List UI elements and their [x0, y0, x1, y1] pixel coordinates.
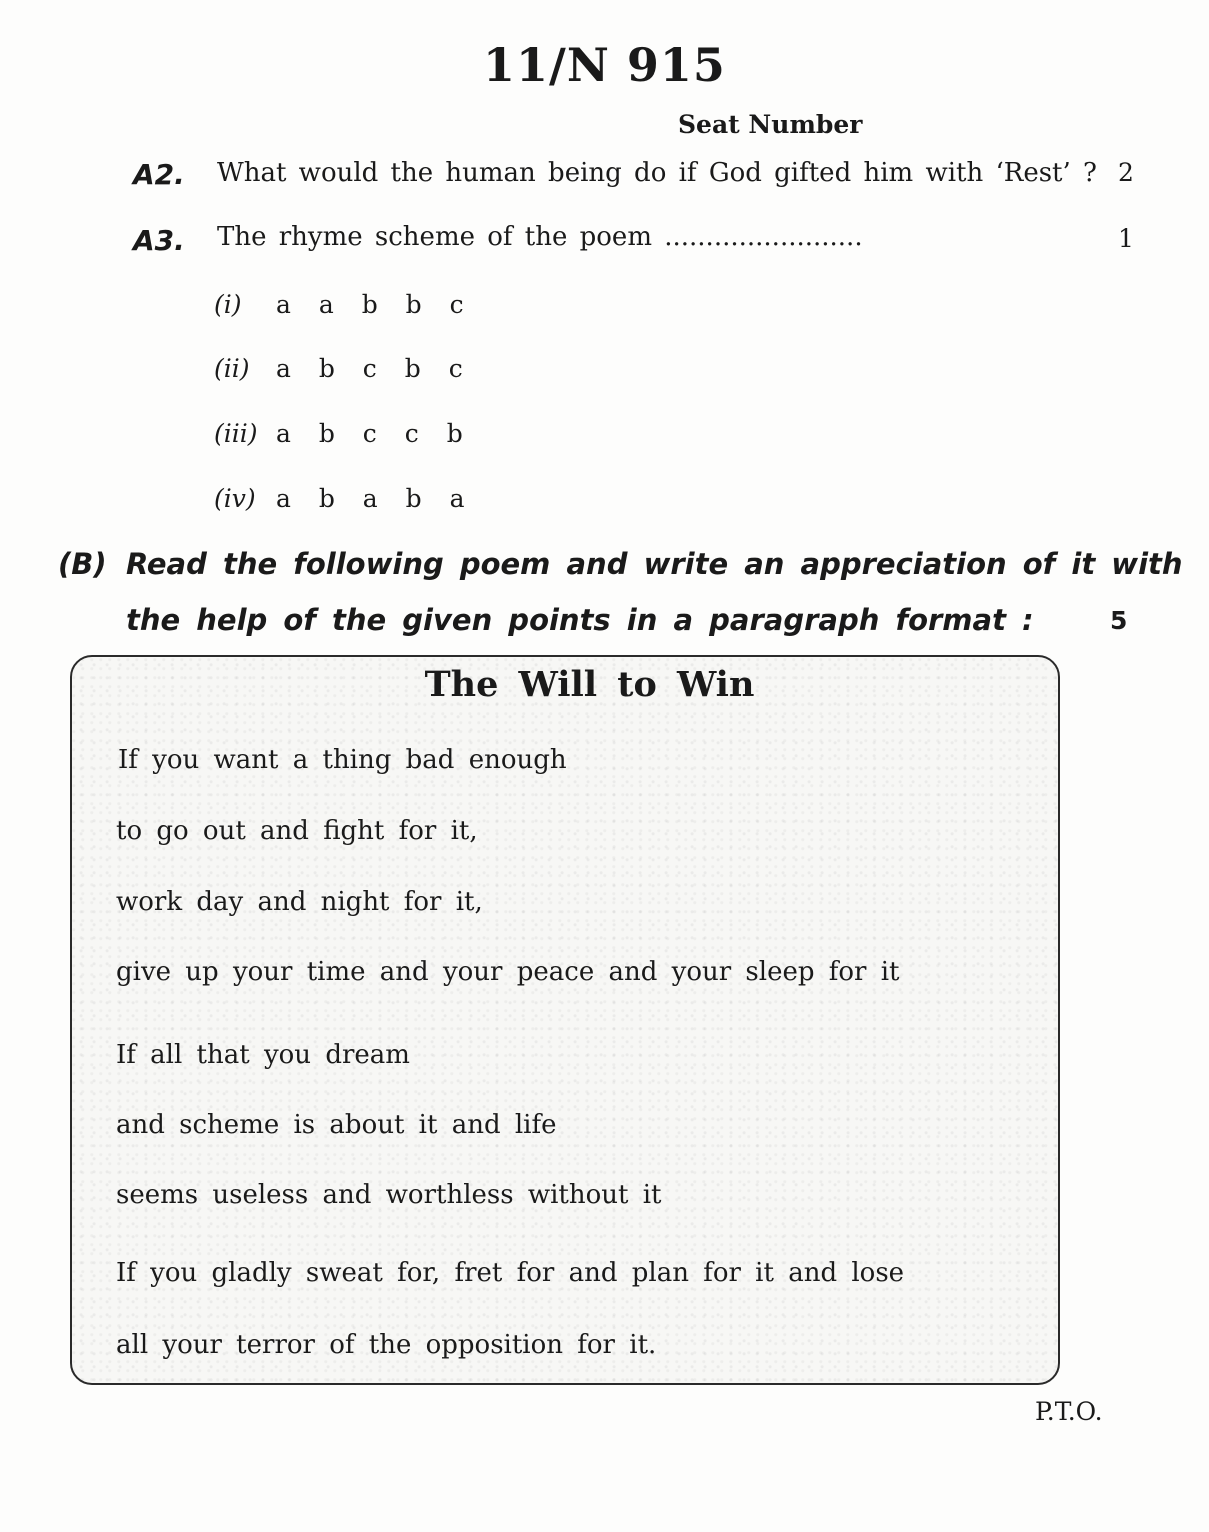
question-a2-marks: 2 — [1118, 158, 1134, 187]
option-number: (iii) — [214, 419, 258, 448]
option-number: (iv) — [214, 484, 256, 513]
section-b-instruction-line1: Read the following poem and write an appreciation of it with — [126, 547, 1183, 581]
option-number: (i) — [214, 290, 242, 319]
poem-line: to go out and fight for it, — [116, 816, 478, 846]
option-iv — [214, 484, 475, 513]
poem-line: If all that you dream — [116, 1040, 410, 1070]
poem-line: work day and night for it, — [116, 887, 483, 917]
poem-line: and scheme is about it and life — [116, 1110, 557, 1140]
seat-number-label: Seat Number — [678, 110, 863, 139]
option-iii — [214, 419, 473, 448]
poem-title: The Will to Win — [424, 664, 755, 705]
section-b-label: (B) — [58, 547, 107, 581]
option-i — [214, 290, 474, 319]
question-a3-label: A3. — [133, 224, 185, 257]
poem-line: seems useless and worthless without it — [116, 1180, 662, 1210]
section-b-marks: 5 — [1110, 606, 1128, 635]
pto-label: P.T.O. — [1035, 1397, 1103, 1426]
question-a2-text: What would the human being do if God gifted him with ‘Rest’ ? — [217, 158, 1097, 188]
poem-line: If you gladly sweat for, fret for and plan for it and lose — [116, 1258, 905, 1288]
option-value: a b c b c — [276, 354, 473, 383]
option-value: a b a b a — [276, 484, 475, 513]
option-value: a b c c b — [276, 419, 473, 448]
poem-line: If you want a thing bad enough — [118, 745, 567, 775]
paper-code: 11/N 915 — [483, 38, 726, 92]
poem-line: give up your time and your peace and your sleep for it — [116, 957, 900, 987]
option-number: (ii) — [214, 354, 250, 383]
question-a2-label: A2. — [133, 158, 185, 191]
section-b-instruction-line2: the help of the given points in a paragraph format : — [126, 603, 1034, 637]
question-a3-text: The rhyme scheme of the poem ........................ — [217, 222, 863, 252]
option-value: a a b b c — [276, 290, 474, 319]
poem-line: all your terror of the opposition for it. — [116, 1330, 657, 1360]
question-a3-marks: 1 — [1118, 224, 1134, 253]
option-ii — [214, 354, 473, 383]
